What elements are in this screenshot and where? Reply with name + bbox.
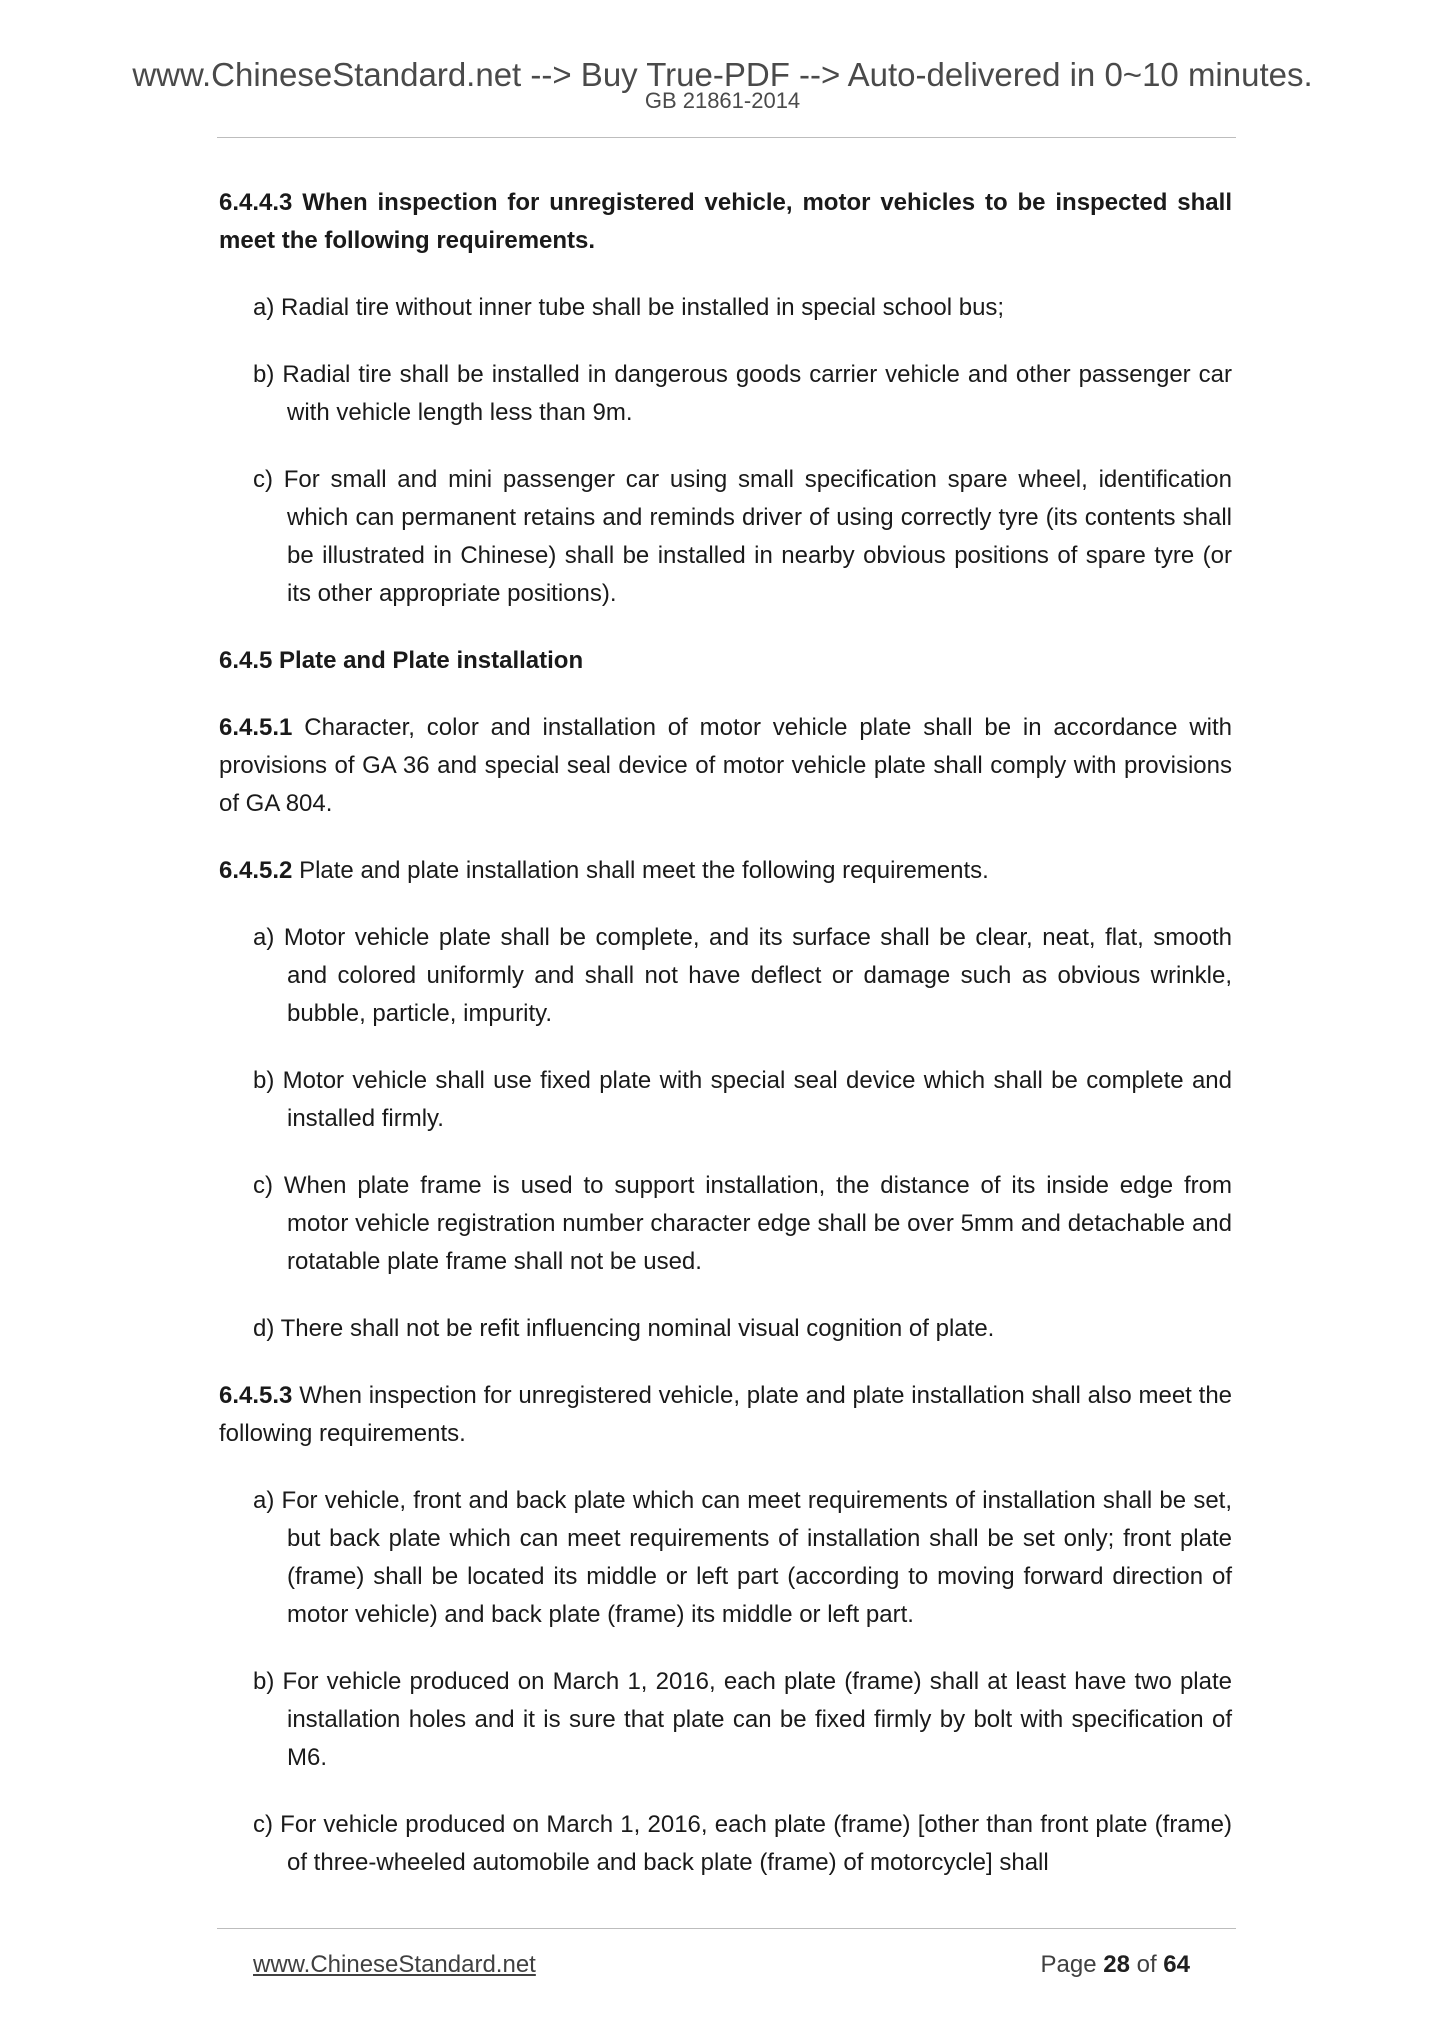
list-item: a) Motor vehicle plate shall be complete, and its surface shall be clear, neat, flat, smooth and colored uniformly and shall not have deflect or damage such as obvious wrinkle, bubble, particle, impurity. bbox=[253, 924, 1232, 1027]
list-item: a) For vehicle, front and back plate which can meet requirements of installation shall be set, but back plate which can meet requirements of installation shall be set only; front plate (frame) shall be located its middle or left part (according to moving forward direction of motor vehicle) and back plate (frame) its middle or left part. bbox=[253, 1487, 1232, 1628]
page-current: 28 bbox=[1103, 1951, 1130, 1978]
list-item: b) Motor vehicle shall use fixed plate with special seal device which shall be complete and installed firmly. bbox=[253, 1067, 1232, 1132]
page-of: of bbox=[1136, 1951, 1157, 1978]
list-item: b) Radial tire shall be installed in dangerous goods carrier vehicle and other passenger car with vehicle length less than 9m. bbox=[253, 361, 1232, 426]
clause-6-4-5-2 bbox=[219, 852, 1232, 890]
document-id: GB 21861-2014 bbox=[644, 88, 801, 113]
list-item: d) There shall not be refit influencing nominal visual cognition of plate. bbox=[253, 1315, 995, 1342]
document-body bbox=[219, 184, 1232, 1911]
clause-number: 6.4.5.2 bbox=[219, 857, 293, 884]
list-item: c) For vehicle produced on March 1, 2016, each plate (frame) [other than front plate (frame) of three-wheeled automobile and back plate (frame) of motorcycle] shall bbox=[253, 1811, 1232, 1876]
page-total: 64 bbox=[1163, 1951, 1190, 1978]
footer-divider bbox=[217, 1928, 1236, 1929]
clause-number: 6.4.5.1 bbox=[219, 714, 293, 741]
list-item: a) Radial tire without inner tube shall be installed in special school bus; bbox=[253, 294, 1005, 321]
page-label: Page bbox=[1040, 1951, 1097, 1978]
list-item: b) For vehicle produced on March 1, 2016, each plate (frame) shall at least have two plate installation holes and it is sure that plate can be fixed firmly by bolt with specification of M6. bbox=[253, 1668, 1232, 1771]
clause-text: Character, color and installation of motor vehicle plate shall be in accordance with provisions of GA 36 and special seal device of motor vehicle plate shall comply with provisions of GA 804. bbox=[219, 714, 1233, 817]
clause-text: When inspection for unregistered vehicle, plate and plate installation shall also meet the following requirements. bbox=[219, 1382, 1233, 1447]
clause-6-4-5-3 bbox=[219, 1377, 1232, 1453]
clause-number: 6.4.5.3 bbox=[219, 1382, 293, 1409]
page-number bbox=[1041, 1951, 1191, 1979]
list-item: c) For small and mini passenger car using small specification spare wheel, identification which can permanent retains and reminds driver of using correctly tyre (its contents shall be illustrated in Chinese) shall be installed in nearby obvious positions of spare tyre (or its other appropriate positions). bbox=[253, 466, 1232, 607]
section-heading-6-4-5: 6.4.5 Plate and Plate installation bbox=[219, 647, 584, 674]
clause-6-4-4-3: 6.4.4.3 When inspection for unregistered vehicle, motor vehicles to be inspected shall meet the following requirements. bbox=[219, 189, 1232, 254]
footer-site-link[interactable]: www.ChineseStandard.net bbox=[253, 1951, 536, 1978]
clause-6-4-5-1 bbox=[219, 709, 1232, 823]
clause-text: Plate and plate installation shall meet the following requirements. bbox=[299, 857, 989, 884]
header-divider bbox=[217, 137, 1236, 138]
list-item: c) When plate frame is used to support installation, the distance of its inside edge from motor vehicle registration number character edge shall be over 5mm and detachable and rotatable plate frame shall not be used. bbox=[253, 1172, 1232, 1275]
header-banner[interactable]: www.ChineseStandard.net --> Buy True-PDF --> Auto-delivered in 0~10 minutes. bbox=[132, 56, 1313, 93]
